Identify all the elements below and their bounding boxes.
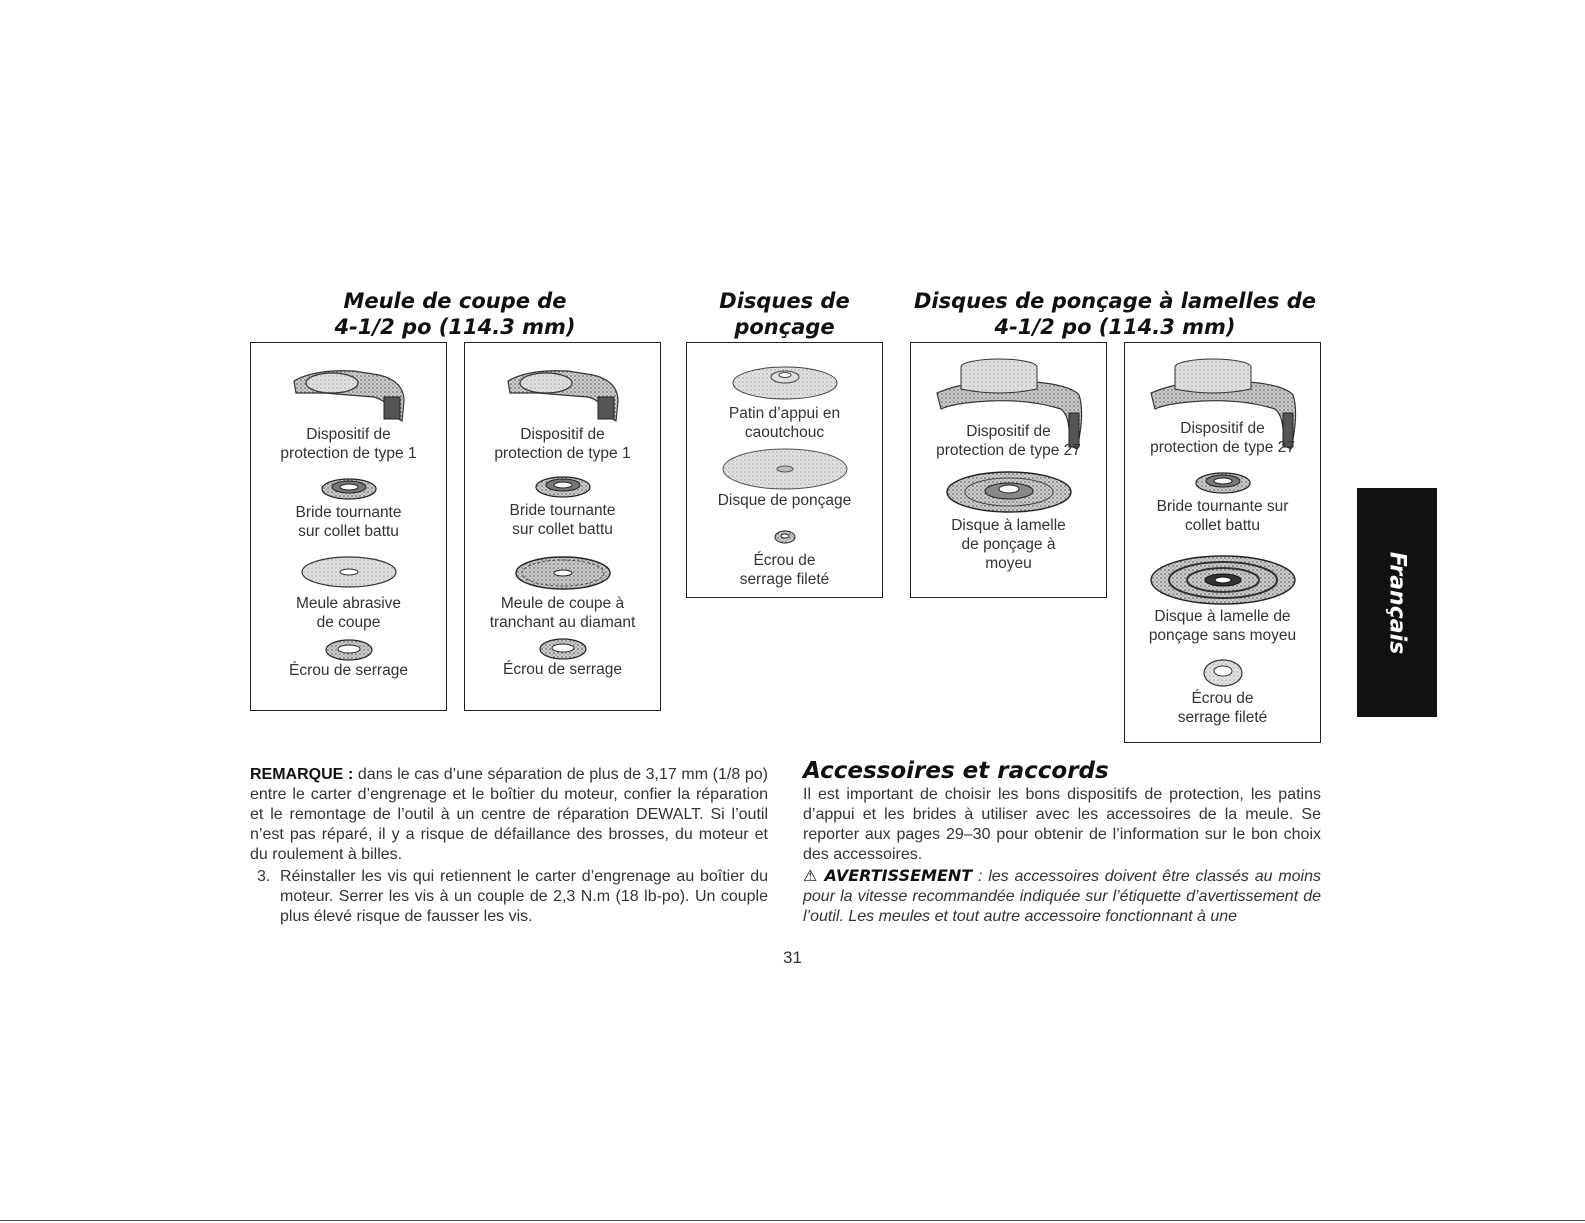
flange-label: Bride tournante sur collet battu [509,502,616,538]
panel-hubbed-flap [910,342,1107,598]
bottom-rule [0,1220,1585,1221]
cutting-wheel-title [250,288,660,340]
nut-label: Écrou de serrage fileté [739,552,830,588]
sanding-title-line1: Disques de [719,289,850,313]
accessories-heading: Accessoires et raccords [803,758,1109,784]
nut-icon [537,636,589,662]
page-number: 31 [783,948,802,967]
pad-label: Patin d’appui en caoutchouc [728,405,841,441]
warning-icon: ⚠ [803,866,819,885]
flange-icon [319,475,379,501]
nut-label: Écrou de serrage fileté [1177,690,1268,726]
guard-label: Dispositif de protection de type 27 [1150,420,1295,456]
rubber-pad-icon [730,361,840,401]
wheel-label: Meule de coupe à tranchant au diamant [489,595,636,631]
remark-paragraph [250,765,768,865]
remark-text: dans le cas d’une séparation de plus de 3,17 mm (1/8 po) entre le carter d’engrenage et le boîtier du moteur, confier la réparation et le remontage de l’outil à un centre de réparation DEWALT. Si l’outil n’est pas réparé, il y a risque de défaillance des brosses, du moteur et du roulement à billes. [250,766,768,863]
disc-label: Disque à lamelle de ponçage à moyeu [951,517,1066,572]
guard-label: Dispositif de protection de type 1 [494,426,631,462]
step-number: 3. [257,868,271,885]
guard-type1-icon [284,363,414,425]
language-tab [1357,488,1437,717]
threaded-nut-icon [773,529,797,545]
guard-type1-icon [498,363,628,425]
nut-label: Écrou de serrage [503,661,622,678]
flap-title-line2: 4-1/2 po (114.3 mm) [994,315,1236,339]
remark-label: REMARQUE : [250,766,354,783]
accessories-paragraph: Il est important de choisir les bons dispositifs de protection, les patins d’appui et les brides à utiliser avec les accessoires de la meule. Se reporter aux pages 29–30 pour obtenir de l’information sur le bon choix des accessoires. [803,786,1321,863]
guard-label: Dispositif de protection de type 1 [280,426,417,462]
sanding-disc-icon [720,447,850,491]
language-tab-label: Français [1384,551,1410,654]
threaded-nut-icon [1201,655,1245,689]
step-text: Réinstaller les vis qui retiennent le carter d’engrenage au boîtier du moteur. Serrer les vis à un couple de 2,3 N.m (18 lb-po). Un couple plus élevé risque de fausser les vis. [280,868,768,925]
flange-label: Bride tournante sur collet battu [1156,498,1289,534]
sanding-title-line2: ponçage [734,315,835,339]
cutting-title-line2: 4-1/2 po (114.3 mm) [334,315,576,339]
warning-label: AVERTISSEMENT [824,866,973,885]
flap-title-line1: Disques de ponçage à lamelles de [913,289,1317,313]
panel-diamond-cutting [464,342,661,711]
panel-abrasive-cutting [250,342,447,711]
flange-icon [533,473,593,499]
cutting-title-line1: Meule de coupe de [343,289,567,313]
hubless-flap-disc-icon [1148,553,1298,607]
warning-paragraph [803,866,1321,927]
disc-label: Disque de ponçage [717,492,852,509]
diamond-wheel-icon [513,555,613,591]
abrasive-wheel-icon [299,555,399,589]
wheel-label: Meule abrasive de coupe [295,595,402,631]
panel-hubless-flap [1124,342,1321,743]
nut-icon [323,637,375,663]
nut-label: Écrou de serrage [289,662,408,679]
panel-sanding-discs [686,342,883,598]
disc-label: Disque à lamelle de ponçage sans moyeu [1148,608,1297,644]
guard-label: Dispositif de protection de type 27 [936,423,1081,459]
warning-text: : les accessoires doivent être classés au moins pour la vitesse recommandée indiquée sur l’étiquette d’avertissement de l’outil. Les meules et tout autre accessoire fonctionnant à une [803,868,1322,925]
sanding-discs-title [686,288,883,340]
flange-icon [1193,469,1253,495]
hubbed-flap-disc-icon [944,469,1074,515]
flange-label: Bride tournante sur collet battu [295,504,402,540]
flap-discs-title [910,288,1320,340]
